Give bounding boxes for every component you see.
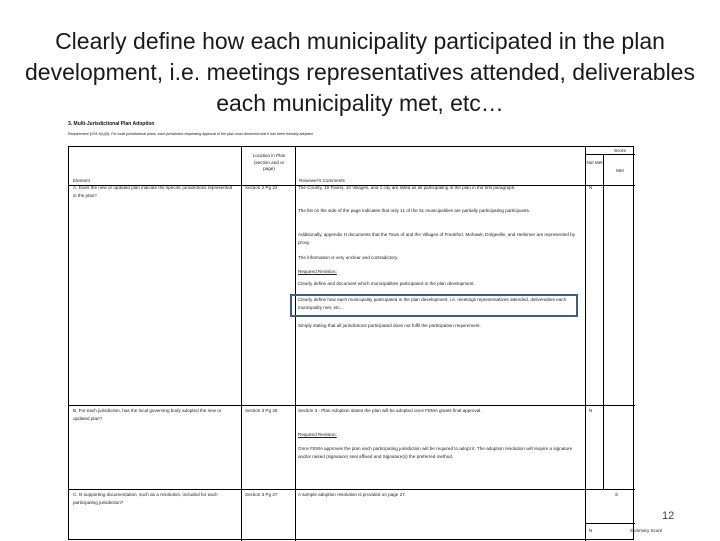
score-header: Score <box>614 148 627 153</box>
revision-a-3: Simply stating that all jurisdictions participated does not fulfil the participation requirement. <box>298 323 481 328</box>
comment-a-3: Additionally, appendix H documents that the Town of and the Villages of Frankfort, Mohawk, Dolgeville, and Herkimer are represented by proxy. <box>298 232 576 245</box>
revision-b: Once FEMA approves the plan each participating jurisdiction will be required to adopt it. The adoption resolution will require a signature and/or raised (signature) seal affixed and Signature(s) the preferred method. <box>298 446 573 459</box>
score-c: S <box>615 492 619 497</box>
crosswalk-table <box>68 146 634 540</box>
location-header: Location in Plan (section and or page) <box>252 153 286 171</box>
revision-a-2: Clearly define how each municipality participated in the plan development, i.e. meetings representatives attended, deliverables each municipality met, etc… <box>298 297 567 310</box>
element-c: C. Is supporting documentation, such as a resolution, included for each participating jurisdiction? <box>73 492 218 505</box>
location-c: Section 3 Pg 27 <box>245 492 278 497</box>
regulation-text: Requirement §201.6(c)(5): For multi-jurisdictional plans, each jurisdiction requesting approval of the plan must document that it has been formally adopted. <box>68 132 314 136</box>
met-header: Met <box>616 168 624 173</box>
not-met-header: Not Met <box>586 160 603 165</box>
summary-score-label: Summary Score <box>630 528 663 533</box>
location-a: Section 2 Pg 23 <box>245 185 278 190</box>
highlight-box <box>290 294 578 317</box>
comment-a-4: The information is very unclear and contradictory. <box>298 255 399 260</box>
location-b: Section 3 Pg 26 <box>245 408 278 413</box>
comment-b: Section 3 - Plan Adoption states the plan will be adopted once FEMA grants final approval. <box>298 408 482 413</box>
element-b: B. For each jurisdiction, has the local governing body adopted the new or updated plan? <box>73 408 222 421</box>
section-heading: 3. Multi-Jurisdictional Plan Adoption <box>68 121 155 127</box>
score-b: N <box>589 408 593 413</box>
required-revision-a: Required Revision: <box>298 269 337 274</box>
comment-c: A sample adoption resolution is provided on page 27. <box>298 492 407 497</box>
slide-title: Clearly define how each municipality participated in the plan development, i.e. meetings representatives attended, deliverables each municipality met, etc… <box>25 28 695 116</box>
score-a: N <box>589 185 593 190</box>
comment-a-1: The County, 19 Towns, 10 Villages, and 1 city are listed as all participating in the plan in the first paragraph. <box>298 185 516 190</box>
required-revision-b: Required Revision: <box>298 432 337 437</box>
comment-a-2: The list on the side of the page indicates that only 11 of the 31 municipalities are partially participating participants. <box>298 208 531 213</box>
element-a: A. Does the new or updated plan indicate the specific jurisdictions represented in the plan? <box>73 185 233 198</box>
page-number: 12 <box>662 510 675 522</box>
summary-score: N <box>589 528 593 533</box>
element-header: Element <box>73 178 90 183</box>
revision-a-1: Clearly define and document which municipalities participated in the plan development. <box>298 281 475 286</box>
comments-header: Reviewer's Comments <box>299 178 345 183</box>
